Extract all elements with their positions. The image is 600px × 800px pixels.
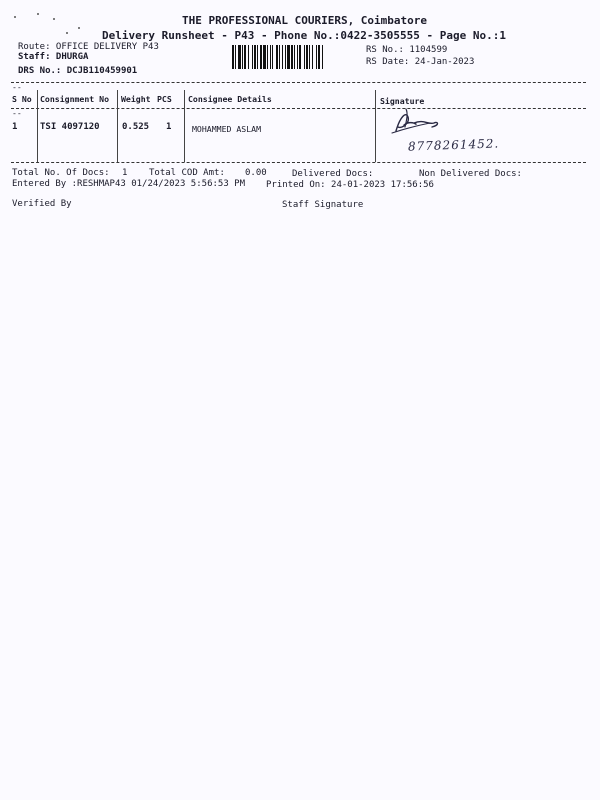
barcode-bar bbox=[270, 45, 271, 69]
runsheet-title: Delivery Runsheet - P43 - Phone No.:0422-3505555 - Page No.:1 bbox=[102, 29, 506, 42]
column-separator bbox=[375, 90, 376, 162]
barcode-bar bbox=[306, 45, 308, 69]
header-consignment: Consignment No bbox=[40, 94, 110, 104]
total-docs-value: 1 bbox=[122, 168, 128, 178]
barcode-bar bbox=[282, 45, 283, 69]
header-pcs: PCS bbox=[157, 94, 172, 104]
barcode bbox=[232, 45, 362, 69]
drs-number: DRS No.: DCJB110459901 bbox=[18, 66, 138, 76]
barcode-bar bbox=[316, 45, 317, 69]
staff-label: Staff: DHURGA bbox=[18, 52, 89, 62]
total-cod-label: Total COD Amt: bbox=[149, 168, 225, 178]
barcode-bar bbox=[322, 45, 323, 69]
staff-signature: Staff Signature bbox=[282, 200, 364, 210]
barcode-bar bbox=[312, 45, 313, 69]
barcode-bar bbox=[291, 45, 293, 69]
delivered-docs-label: Delivered Docs: bbox=[292, 169, 374, 179]
verified-by: Verified By bbox=[12, 199, 72, 209]
company-name: THE PROFESSIONAL COURIERS, Coimbatore bbox=[182, 14, 428, 27]
barcode-bar bbox=[232, 45, 234, 69]
non-delivered-docs-label: Non Delivered Docs: bbox=[419, 169, 522, 179]
row-consignment: TSI 4097120 bbox=[40, 122, 100, 132]
barcode-bar bbox=[244, 45, 246, 69]
rs-date: RS Date: 24-Jan-2023 bbox=[366, 57, 475, 67]
scan-speck bbox=[66, 32, 68, 34]
table-bottom-rule bbox=[11, 162, 586, 163]
header-weight: Weight bbox=[121, 94, 151, 104]
scan-speck bbox=[78, 27, 80, 29]
row-consignee: MOHAMMED ASLAM bbox=[192, 124, 262, 134]
dash-fragment: -- bbox=[12, 108, 22, 118]
barcode-bar bbox=[294, 45, 295, 69]
row-weight: 0.525 bbox=[122, 122, 150, 132]
barcode-bar bbox=[297, 45, 298, 69]
table-top-rule bbox=[11, 82, 586, 83]
barcode-bar bbox=[318, 45, 320, 69]
barcode-bar bbox=[252, 45, 253, 69]
handwritten-signature bbox=[390, 105, 460, 139]
barcode-bar bbox=[238, 45, 241, 69]
entered-by: Entered By :RESHMAP43 01/24/2023 5:56:53 PM bbox=[12, 179, 245, 189]
barcode-bar bbox=[248, 45, 249, 69]
barcode-bar bbox=[254, 45, 256, 69]
printed-on: Printed On: 24-01-2023 17:56:56 bbox=[266, 180, 434, 190]
column-separator bbox=[37, 90, 38, 162]
barcode-bar bbox=[304, 45, 305, 69]
barcode-bar bbox=[299, 45, 301, 69]
dash-fragment: -- bbox=[12, 82, 22, 92]
barcode-bar bbox=[279, 45, 280, 69]
total-cod-value: 0.00 bbox=[245, 168, 267, 178]
rs-number: RS No.: 1104599 bbox=[366, 45, 448, 55]
route-label: Route: OFFICE DELIVERY P43 bbox=[18, 42, 159, 52]
barcode-bar bbox=[276, 45, 278, 69]
handwritten-phone: 8778261452. bbox=[407, 136, 500, 154]
row-pcs: 1 bbox=[166, 122, 172, 132]
barcode-bar bbox=[267, 45, 268, 69]
scan-speck bbox=[14, 16, 16, 18]
barcode-bar bbox=[309, 45, 310, 69]
scan-speck bbox=[37, 13, 39, 15]
header-bottom-rule bbox=[11, 108, 586, 109]
barcode-bar bbox=[263, 45, 266, 69]
scan-speck bbox=[53, 18, 55, 20]
total-docs-label: Total No. Of Docs: bbox=[12, 168, 110, 178]
column-separator bbox=[117, 90, 118, 162]
barcode-bar bbox=[260, 45, 262, 69]
column-separator bbox=[184, 90, 185, 162]
barcode-bar bbox=[272, 45, 273, 69]
barcode-bar bbox=[285, 45, 286, 69]
header-sno: S No bbox=[12, 94, 32, 104]
header-signature: Signature bbox=[380, 96, 425, 106]
barcode-bar bbox=[257, 45, 258, 69]
header-consignee: Consignee Details bbox=[188, 94, 272, 104]
barcode-bar bbox=[235, 45, 236, 69]
row-sno: 1 bbox=[12, 122, 18, 132]
barcode-bar bbox=[287, 45, 290, 69]
barcode-bar bbox=[242, 45, 243, 69]
